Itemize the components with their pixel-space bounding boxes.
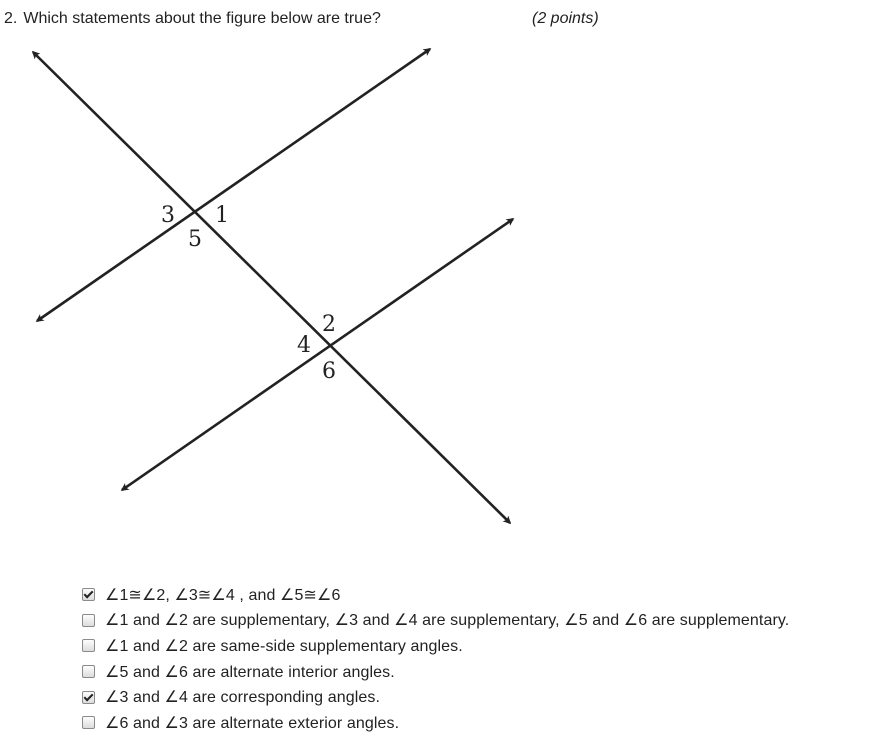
choice-item[interactable] bbox=[82, 710, 789, 736]
question-prompt: Which statements about the figure below are true? bbox=[23, 10, 381, 27]
angle-label-4: 4 bbox=[297, 333, 311, 358]
choice-checkbox-4[interactable] bbox=[82, 665, 95, 678]
choice-checkbox-2[interactable] bbox=[82, 614, 95, 627]
transversal-line bbox=[33, 52, 510, 523]
choice-text-4: ∠5 and ∠6 are alternate interior angles. bbox=[105, 663, 395, 681]
question-number: 2. bbox=[4, 10, 18, 27]
choice-text-6: ∠6 and ∠3 are alternate exterior angles. bbox=[105, 714, 400, 732]
upper-parallel-line bbox=[37, 49, 430, 321]
choice-text-1: ∠1≅∠2, ∠3≅∠4 , and ∠5≅∠6 bbox=[105, 586, 341, 604]
choice-item[interactable] bbox=[82, 659, 789, 685]
choice-item[interactable] bbox=[82, 608, 789, 634]
points-value: (2 points) bbox=[532, 10, 599, 27]
choice-item[interactable] bbox=[82, 633, 789, 659]
choice-checkbox-1[interactable] bbox=[82, 588, 95, 601]
choice-checkbox-3[interactable] bbox=[82, 639, 95, 652]
angle-label-6: 6 bbox=[322, 359, 336, 384]
choice-checkbox-6[interactable] bbox=[82, 716, 95, 729]
choice-checkbox-5[interactable] bbox=[82, 691, 95, 704]
choice-text-5: ∠3 and ∠4 are corresponding angles. bbox=[105, 689, 381, 707]
angle-label-2: 2 bbox=[322, 312, 336, 337]
choice-text-2: ∠1 and ∠2 are supplementary, ∠3 and ∠4 are supplementary, ∠5 and ∠6 are supplementary. bbox=[105, 612, 790, 630]
choice-item[interactable] bbox=[82, 582, 789, 608]
lower-parallel-line bbox=[122, 219, 513, 490]
answer-choices bbox=[82, 582, 789, 736]
choice-text-3: ∠1 and ∠2 are same-side supplementary angles. bbox=[105, 637, 463, 655]
angle-label-3: 3 bbox=[161, 203, 175, 228]
angle-label-1: 1 bbox=[215, 203, 229, 228]
choice-item[interactable] bbox=[82, 684, 789, 710]
angle-label-5: 5 bbox=[188, 227, 202, 252]
